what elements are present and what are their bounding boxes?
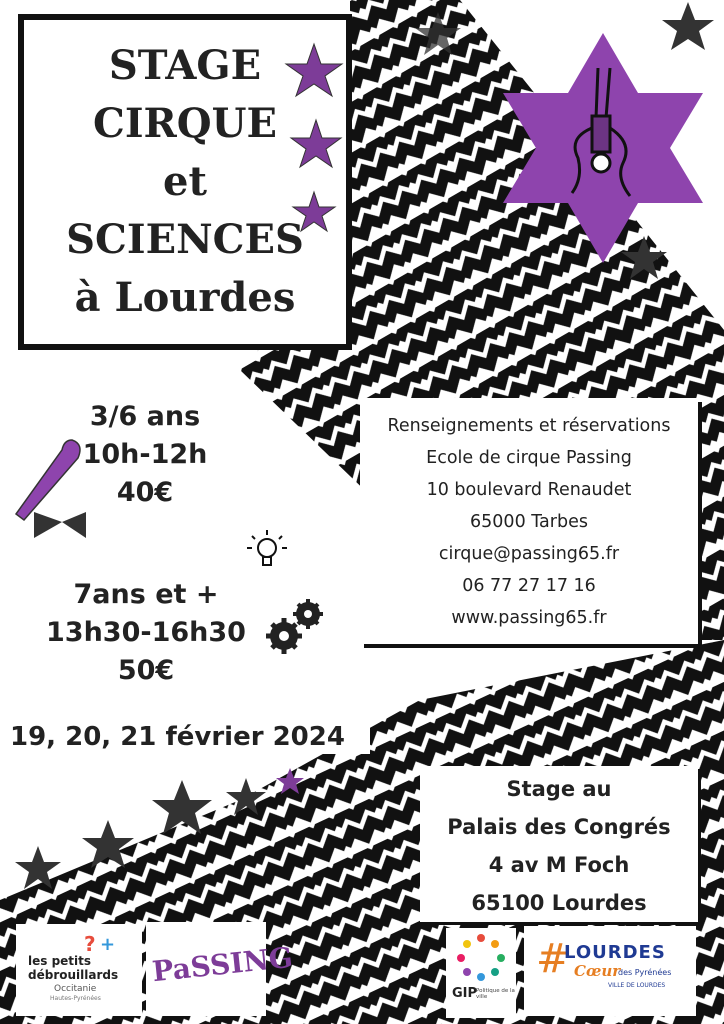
question-mark-icon: ? xyxy=(84,932,96,956)
title-line-4: SCIENCES xyxy=(66,216,304,263)
petits-line2: débrouillards xyxy=(28,968,119,982)
event-dates: 19, 20, 21 février 2024 xyxy=(10,720,370,754)
venue-line-3: 4 av M Foch xyxy=(488,853,630,877)
logo-passing xyxy=(146,922,295,1016)
session-young-ages: 3/6 ans xyxy=(89,401,201,432)
title-line-3: et xyxy=(163,158,207,205)
logo-petits-debrouillards xyxy=(16,924,142,1016)
gip-people-circle-icon xyxy=(454,932,508,982)
session-older-box xyxy=(40,576,252,694)
contact-phone[interactable]: 06 77 27 17 16 xyxy=(462,576,596,596)
hash-icon: # xyxy=(536,936,570,982)
gip-text: GIP xyxy=(452,986,478,1001)
title-line-1: STAGE xyxy=(108,42,262,89)
purple-stars-group xyxy=(284,42,344,242)
gears-icon xyxy=(264,596,328,658)
lourdes-top: LOURDES xyxy=(564,942,666,963)
contact-website[interactable]: www.passing65.fr xyxy=(451,608,607,628)
contact-school: Ecole de cirque Passing xyxy=(426,448,632,468)
venue-line-1: Stage au xyxy=(506,777,612,801)
logo-gip xyxy=(446,928,516,1018)
petits-line4: Hautes-Pyrénées xyxy=(50,995,101,1002)
contact-info-box xyxy=(360,398,698,644)
session-older-ages: 7ans et + xyxy=(73,579,219,610)
purple-star-icon xyxy=(286,44,342,96)
purple-star-icon xyxy=(293,192,335,231)
contact-email[interactable]: cirque@passing65.fr xyxy=(438,544,620,564)
lourdes-foot: VILLE DE LOURDES xyxy=(608,982,666,989)
passing-logo-text: PaSSING xyxy=(150,940,295,989)
plus-icon: + xyxy=(100,934,116,955)
venue-line-2: Palais des Congrés xyxy=(447,815,671,839)
session-young-price: 40€ xyxy=(116,477,174,508)
title-line-5: à Lourdes xyxy=(74,274,296,321)
contact-heading: Renseignements et réservations xyxy=(387,416,671,436)
title-line-2: CIRQUE xyxy=(92,100,277,147)
logo-lourdes xyxy=(524,926,696,1016)
session-older-price: 50€ xyxy=(117,655,175,686)
venue-line-4: 65100 Lourdes xyxy=(471,891,647,915)
petits-line1: les petits xyxy=(28,954,92,968)
gip-sub: Politique de la ville xyxy=(476,988,515,1000)
juggling-club-diabolo-icon xyxy=(6,434,92,546)
session-young-hours: 10h-12h xyxy=(82,439,208,470)
venue-box xyxy=(420,766,698,922)
contact-city: 65000 Tarbes xyxy=(470,512,588,532)
lourdes-sub: des Pyrénées xyxy=(618,968,672,977)
session-older-hours: 13h30-16h30 xyxy=(46,617,246,648)
lightbulb-icon xyxy=(244,528,290,576)
acrobat-star-illustration xyxy=(498,28,708,268)
contact-street: 10 boulevard Renaudet xyxy=(426,480,632,500)
petits-line3: Occitanie xyxy=(54,984,97,994)
lourdes-mid: Cœur xyxy=(574,962,621,980)
purple-star-icon xyxy=(291,120,341,167)
